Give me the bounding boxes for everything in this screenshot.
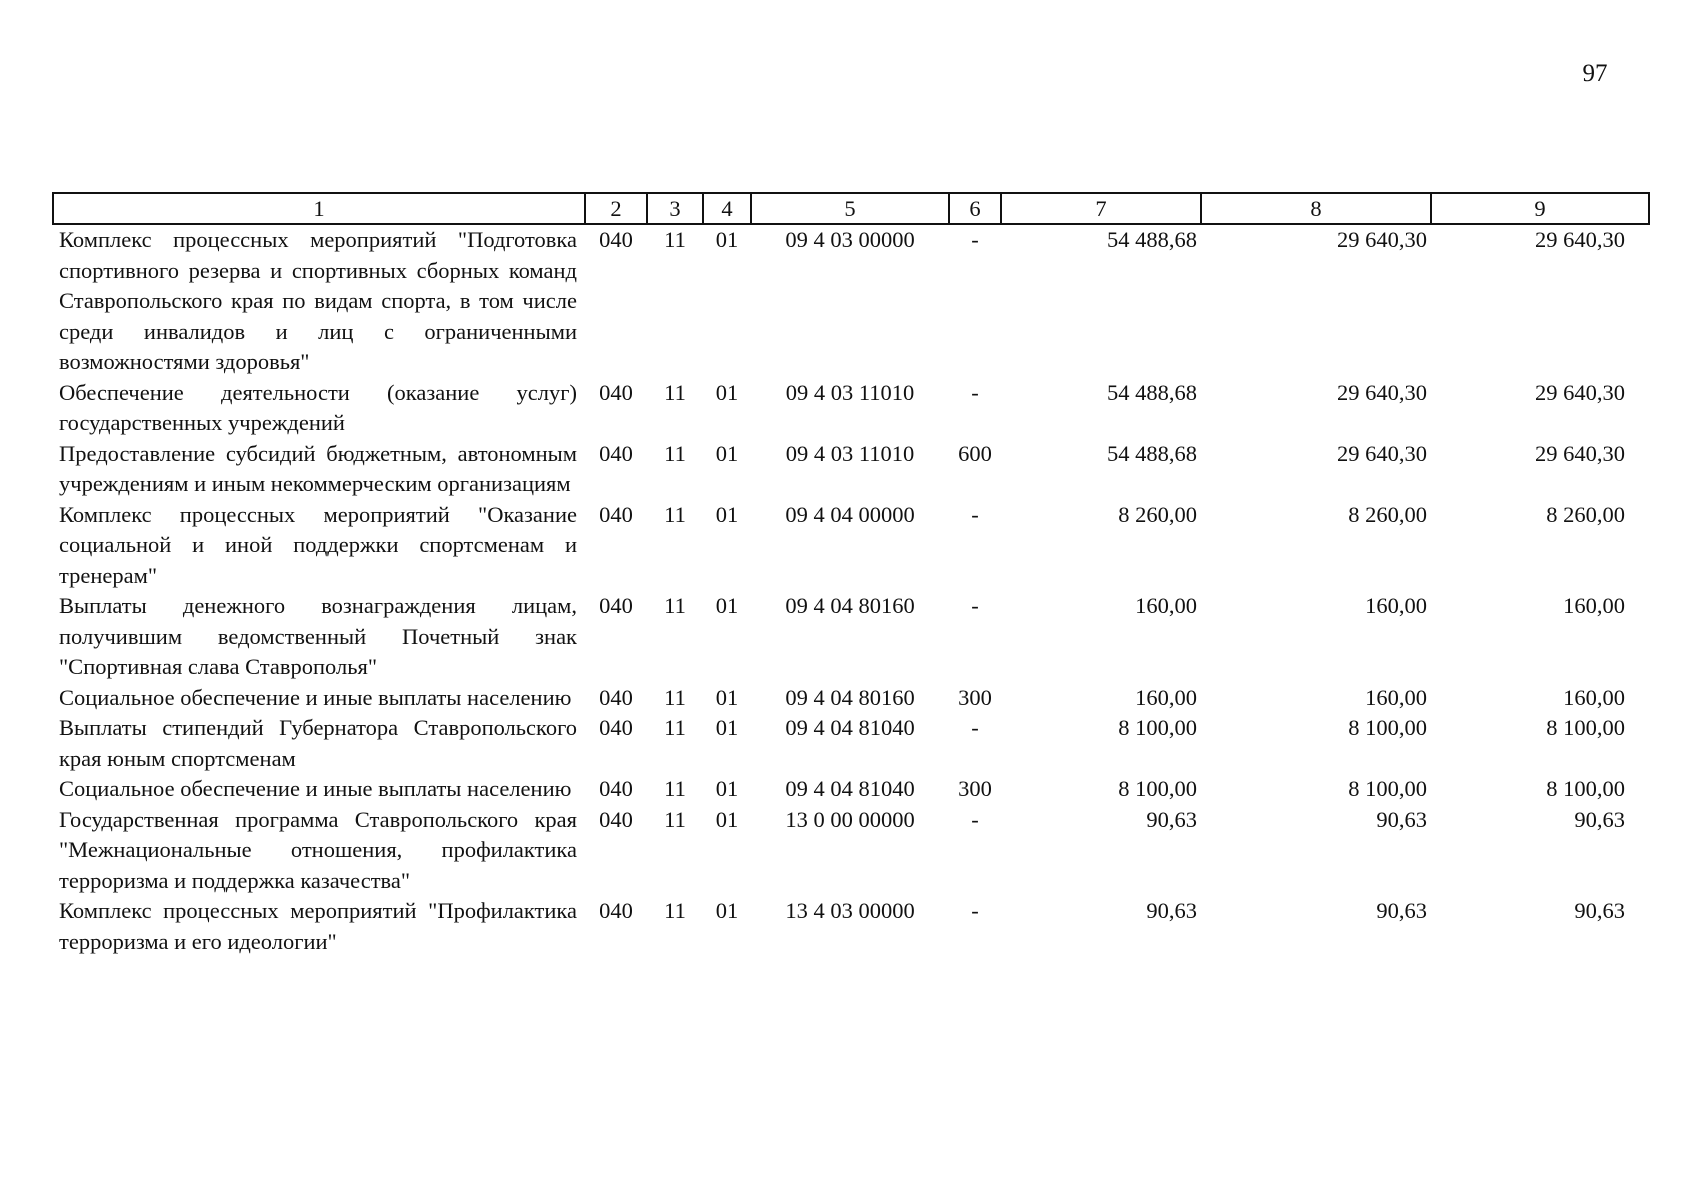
table-header: [53, 193, 1649, 224]
header-row: [53, 193, 1649, 224]
row-col-5: 13 4 03 00000: [785, 898, 915, 923]
row-col-9: 8 100,00: [1546, 715, 1625, 740]
row-col-7: 160,00: [1135, 684, 1197, 710]
table-body: [53, 224, 1649, 957]
row-col-4: 01: [715, 593, 739, 618]
table-row: [53, 774, 1649, 805]
row-col-3: 11: [664, 684, 686, 710]
header-col-3: 3: [647, 193, 703, 224]
page-number: 97: [1582, 60, 1608, 87]
row-description: Социальное обеспечение и иные выплаты населению: [59, 776, 572, 801]
row-col-4: 01: [715, 440, 739, 466]
row-description: Предоставление субсидий бюджетным, автономным учреждениям и иным некоммерческим организациям: [59, 440, 577, 496]
row-col-3: 11: [664, 440, 686, 466]
row-description: Комплекс процессных мероприятий "Подготовка спортивного резерва и спортивных сборных команд Ставропольского края по видам спорта, в том числе среди инвалидов и лиц с ограниченными возможностями здоровья": [59, 227, 577, 374]
table-row: [53, 713, 1649, 774]
header-col-4: 4: [703, 193, 751, 224]
row-col-2: 040: [599, 593, 633, 618]
row-col-4: 01: [715, 379, 739, 405]
row-col-6: 300: [958, 684, 992, 710]
row-col-6: -: [971, 898, 979, 923]
row-col-2: 040: [599, 715, 633, 740]
row-col-5: 09 4 04 00000: [785, 501, 915, 527]
row-col-9: 29 640,30: [1535, 440, 1625, 466]
row-col-7: 54 488,68: [1107, 227, 1197, 252]
row-description: Комплекс процессных мероприятий "Профилактика терроризма и его идеологии": [59, 898, 577, 954]
row-col-6: 600: [958, 440, 992, 466]
row-col-5: 09 4 03 00000: [785, 227, 915, 252]
row-description: Социальное обеспечение и иные выплаты населению: [59, 684, 572, 710]
header-col-2: 2: [585, 193, 647, 224]
header-col-9: 9: [1431, 193, 1649, 224]
row-col-4: 01: [715, 806, 739, 832]
row-col-2: 040: [599, 898, 633, 923]
row-col-4: 01: [715, 776, 739, 801]
row-col-9: 8 100,00: [1546, 776, 1625, 801]
row-description: Государственная программа Ставропольского края "Межнациональные отношения, профилактика терроризма и поддержка казачества": [59, 806, 577, 893]
row-col-9: 29 640,30: [1535, 379, 1625, 405]
table-row: [53, 500, 1649, 592]
row-col-2: 040: [599, 806, 633, 832]
row-col-4: 01: [715, 898, 739, 923]
row-col-8: 8 260,00: [1348, 501, 1427, 527]
row-col-8: 90,63: [1376, 806, 1427, 832]
row-col-5: 09 4 03 11010: [785, 379, 915, 405]
row-col-5: 13 0 00 00000: [785, 806, 915, 832]
budget-table: [52, 192, 1650, 957]
row-col-7: 8 260,00: [1118, 501, 1197, 527]
header-col-1: 1: [53, 193, 585, 224]
table-row: [53, 224, 1649, 378]
row-col-2: 040: [599, 379, 633, 405]
row-col-8: 29 640,30: [1337, 440, 1427, 466]
row-col-2: 040: [599, 776, 633, 801]
row-col-7: 8 100,00: [1118, 715, 1197, 740]
row-col-9: 160,00: [1563, 684, 1625, 710]
row-col-7: 90,63: [1146, 806, 1197, 832]
row-col-8: 8 100,00: [1348, 776, 1427, 801]
row-col-3: 11: [664, 806, 686, 832]
row-col-6: -: [971, 227, 979, 252]
row-col-2: 040: [599, 501, 633, 527]
row-col-9: 90,63: [1574, 806, 1625, 832]
row-col-7: 54 488,68: [1107, 440, 1197, 466]
table-row: [53, 591, 1649, 683]
row-description: Комплекс процессных мероприятий "Оказание социальной и иной поддержки спортсменам и тренерам": [59, 501, 577, 588]
table-row: [53, 683, 1649, 714]
header-col-8: 8: [1201, 193, 1431, 224]
row-col-6: -: [971, 501, 979, 527]
header-col-7: 7: [1001, 193, 1201, 224]
row-col-2: 040: [599, 684, 633, 710]
row-col-5: 09 4 04 81040: [785, 776, 915, 801]
row-col-6: -: [971, 593, 979, 618]
row-col-9: 29 640,30: [1535, 227, 1625, 252]
row-col-4: 01: [715, 715, 739, 740]
row-col-8: 160,00: [1365, 593, 1427, 618]
row-col-8: 90,63: [1376, 898, 1427, 923]
row-col-3: 11: [664, 501, 686, 527]
row-col-3: 11: [664, 593, 686, 618]
header-col-5: 5: [751, 193, 949, 224]
row-col-2: 040: [599, 440, 633, 466]
row-col-3: 11: [664, 227, 686, 252]
table-row: [53, 896, 1649, 957]
row-col-9: 90,63: [1574, 898, 1625, 923]
row-col-6: 300: [958, 776, 992, 801]
header-col-6: 6: [949, 193, 1001, 224]
row-col-3: 11: [664, 379, 686, 405]
row-col-5: 09 4 04 81040: [785, 715, 915, 740]
table-row: [53, 439, 1649, 500]
table-row: [53, 805, 1649, 897]
row-col-3: 11: [664, 898, 686, 923]
row-col-6: -: [971, 379, 979, 405]
row-col-7: 90,63: [1146, 898, 1197, 923]
row-col-7: 54 488,68: [1107, 379, 1197, 405]
row-col-8: 160,00: [1365, 684, 1427, 710]
row-description: Обеспечение деятельности (оказание услуг) государственных учреждений: [59, 379, 577, 435]
row-col-4: 01: [715, 227, 739, 252]
row-col-9: 160,00: [1563, 593, 1625, 618]
row-col-7: 8 100,00: [1118, 776, 1197, 801]
row-description: Выплаты стипендий Губернатора Ставропольского края юным спортсменам: [59, 715, 577, 771]
row-col-5: 09 4 04 80160: [785, 593, 915, 618]
row-col-8: 8 100,00: [1348, 715, 1427, 740]
row-col-4: 01: [715, 684, 739, 710]
row-col-2: 040: [599, 227, 633, 252]
row-col-5: 09 4 04 80160: [785, 684, 915, 710]
row-col-8: 29 640,30: [1337, 227, 1427, 252]
row-col-6: -: [971, 806, 979, 832]
row-col-8: 29 640,30: [1337, 379, 1427, 405]
row-col-4: 01: [715, 501, 739, 527]
row-col-3: 11: [664, 776, 686, 801]
row-col-6: -: [971, 715, 979, 740]
row-col-5: 09 4 03 11010: [785, 440, 915, 466]
row-col-7: 160,00: [1135, 593, 1197, 618]
row-col-3: 11: [664, 715, 686, 740]
row-description: Выплаты денежного вознаграждения лицам, получившим ведомственный Почетный знак "Спортивная слава Ставрополья": [59, 593, 577, 679]
table-row: [53, 378, 1649, 439]
row-col-9: 8 260,00: [1546, 501, 1625, 527]
